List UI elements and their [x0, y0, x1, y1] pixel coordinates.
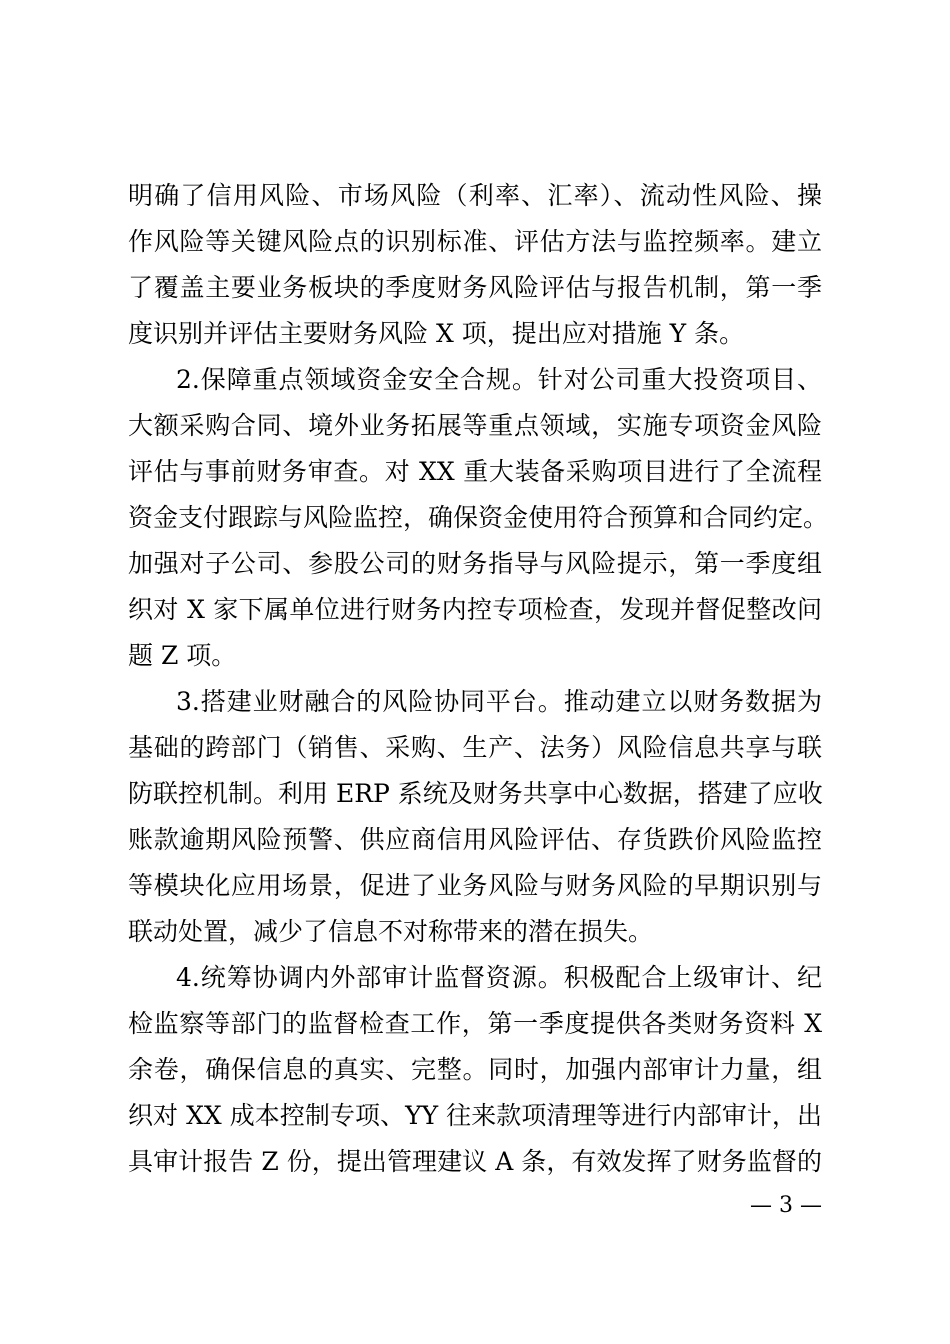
body-line-14: 防联控机制。利用 ERP 系统及财务共享中心数据，搭建了应收 [128, 779, 823, 808]
body-line-3: 了覆盖主要业务板块的季度财务风险评估与报告机制，第一季 [128, 273, 822, 302]
body-line-6: 大额采购合同、境外业务拓展等重点领域，实施专项资金风险 [128, 411, 822, 440]
body-line-21: 织对 XX 成本控制专项、YY 往来款项清理等进行内部审计，出 [128, 1101, 822, 1130]
body-line-2: 作风险等关键风险点的识别标准、评估方法与监控频率。建立 [128, 227, 822, 256]
body-line-16: 等模块化应用场景，促进了业务风险与财务风险的早期识别与 [128, 871, 822, 900]
body-line-15: 账款逾期风险预警、供应商信用风险评估、存货跌价风险监控 [128, 825, 822, 854]
body-line-19: 检监察等部门的监督检查工作，第一季度提供各类财务资料 X [128, 1009, 822, 1038]
section-3-heading-line: 3.搭建业财融合的风险协同平台。推动建立以财务数据为 [176, 687, 822, 716]
body-line-1: 明确了信用风险、市场风险（利率、汇率）、流动性风险、操 [128, 181, 822, 210]
body-line-22: 具审计报告 Z 份，提出管理建议 A 条，有效发挥了财务监督的 [128, 1147, 822, 1176]
body-line-9: 加强对子公司、参股公司的财务指导与风险提示，第一季度组 [128, 549, 822, 578]
body-line-8: 资金支付跟踪与风险监控，确保资金使用符合预算和合同约定。 [128, 503, 829, 532]
section-4-heading-line: 4.统筹协调内外部审计监督资源。积极配合上级审计、纪 [176, 963, 822, 992]
body-line-10: 织对 X 家下属单位进行财务内控专项检查，发现并督促整改问 [128, 595, 822, 624]
section-2-heading-line: 2.保障重点领域资金安全合规。针对公司重大投资项目、 [176, 365, 822, 394]
body-line-7: 评估与事前财务审查。对 XX 重大装备采购项目进行了全流程 [128, 457, 822, 486]
body-line-13: 基础的跨部门（销售、采购、生产、法务）风险信息共享与联 [128, 733, 822, 762]
body-line-17: 联动处置，减少了信息不对称带来的潜在损失。 [128, 917, 654, 946]
body-line-20: 余卷，确保信息的真实、完整。同时，加强内部审计力量，组 [128, 1055, 822, 1084]
body-line-11: 题 Z 项。 [128, 641, 237, 670]
body-line-4: 度识别并评估主要财务风险 X 项，提出应对措施 Y 条。 [128, 319, 745, 348]
page-number: — 3 — [750, 1193, 822, 1218]
